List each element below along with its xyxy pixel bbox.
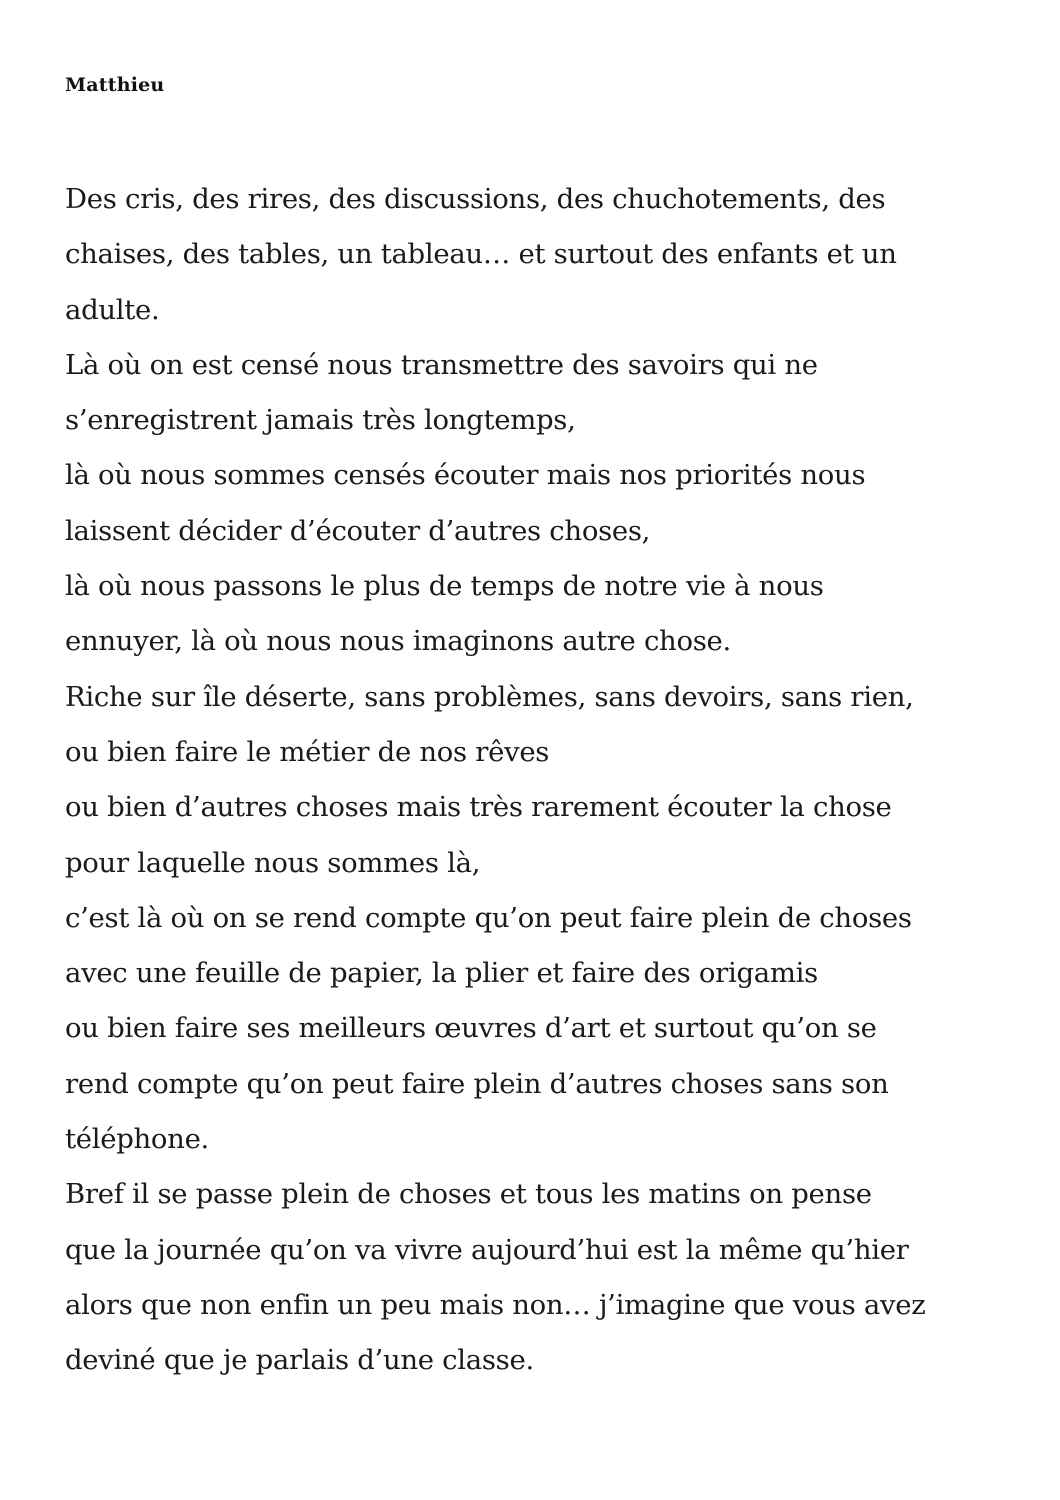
poem-line: s’enregistrent jamais très longtemps, xyxy=(65,404,576,437)
poem-line: ou bien d’autres choses mais très rarement écouter la chose xyxy=(65,791,892,824)
poem-line: rend compte qu’on peut faire plein d’autres choses sans son xyxy=(65,1067,889,1100)
poem-line: ou bien faire ses meilleurs œuvres d’art et surtout qu’on se xyxy=(65,1012,877,1045)
poem-line: laissent décider d’écouter d’autres choses, xyxy=(65,514,651,547)
poem-line: avec une feuille de papier, la plier et faire des origamis xyxy=(65,957,818,990)
poem-line: ou bien faire le métier de nos rêves xyxy=(65,735,550,768)
poem-line: que la journée qu’on va vivre aujourd’hui est la même qu’hier xyxy=(65,1233,909,1266)
poem-line: Là où on est censé nous transmettre des savoirs qui ne xyxy=(65,348,818,381)
poem-line: adulte. xyxy=(65,293,160,326)
poem-body xyxy=(65,172,1025,1389)
poem-line: pour laquelle nous sommes là, xyxy=(65,846,481,879)
poem-line: chaises, des tables, un tableau… et surtout des enfants et un xyxy=(65,238,897,271)
poem-line: là où nous passons le plus de temps de notre vie à nous xyxy=(65,570,824,603)
poem-line: ennuyer, là où nous nous imaginons autre chose. xyxy=(65,625,731,658)
poem-line: alors que non enfin un peu mais non… j’imagine que vous avez xyxy=(65,1288,926,1321)
poem-line: téléphone. xyxy=(65,1123,209,1156)
poem-line: deviné que je parlais d’une classe. xyxy=(65,1344,534,1377)
poem-line: Riche sur île déserte, sans problèmes, sans devoirs, sans rien, xyxy=(65,680,914,713)
poem-line: Bref il se passe plein de choses et tous les matins on pense xyxy=(65,1178,872,1211)
poem-line: c’est là où on se rend compte qu’on peut faire plein de choses xyxy=(65,901,912,934)
poem-line: là où nous sommes censés écouter mais nos priorités nous xyxy=(65,459,866,492)
author-name: Matthieu xyxy=(65,74,165,96)
poem-line: Des cris, des rires, des discussions, des chuchotements, des xyxy=(65,183,886,215)
